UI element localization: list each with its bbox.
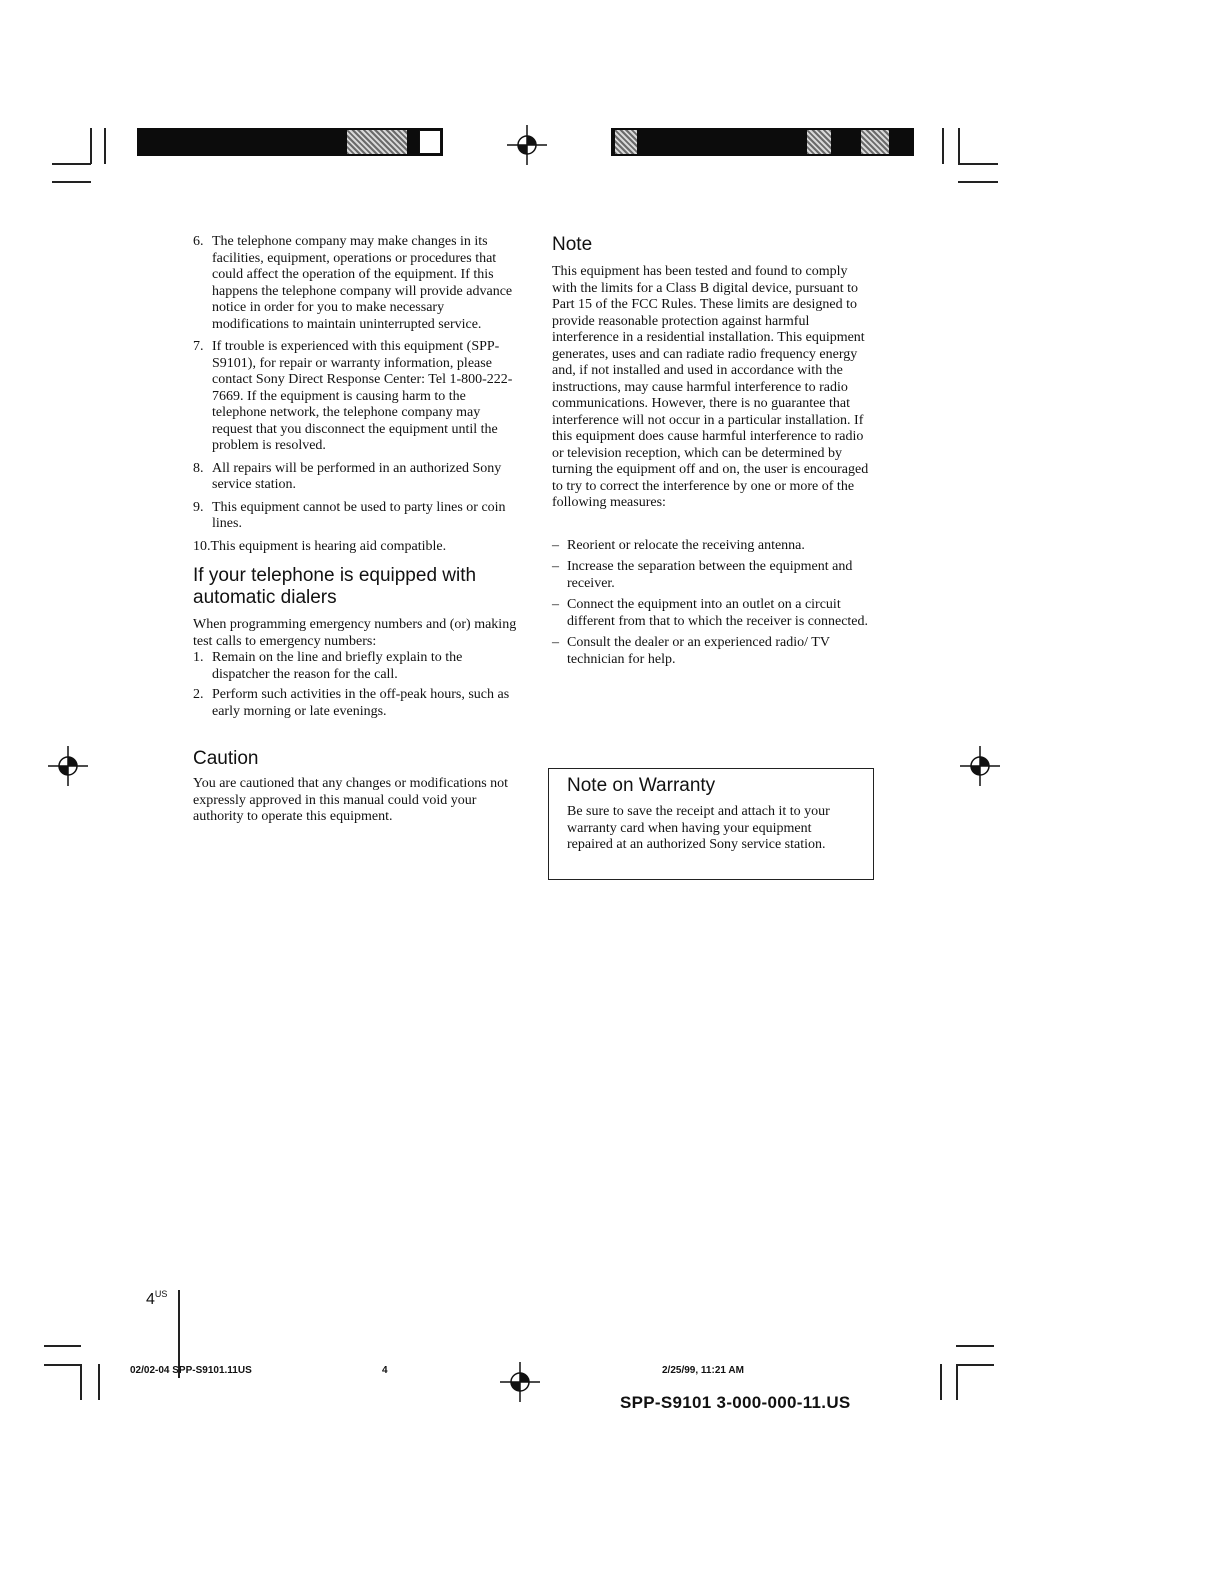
crop-mark [956, 1345, 994, 1347]
right-column [552, 234, 874, 673]
list-item: 1. Remain on the line and briefly explain to the dispatcher the reason for the call. [193, 650, 463, 682]
left-column [193, 234, 523, 826]
color-bar-right [611, 128, 914, 156]
registration-mark [48, 746, 88, 786]
page-number: $4^{US}$ [146, 1289, 168, 1308]
list-item: – Increase the separation between the equipment and receiver. [552, 559, 853, 591]
warranty-heading: Note on Warranty [567, 775, 716, 796]
crop-mark [958, 128, 960, 164]
note-text: This equipment has been tested and found to comply with the limits for a Class B digital device, pursuant to Part 15 of the FCC Rules. These limits are designed to provide reasonable protection against harmful interference in a residential installation. This equipment generates, uses and can radiate radio frequency energy and, if not installed and used in accordance with the instructions, may cause harmful interference to radio communications. However, there is no guarantee that interference will not occur in a particular installation. If this equipment does cause harmful interference to radio or television reception, which can be determined by turning the equipment off and on, the user is encouraged to try to correct the interference by one or more of the following measures: [552, 264, 869, 510]
crop-mark [44, 1345, 81, 1347]
list-item: 2. Perform such activities in the off-peak hours, such as early morning or late evenings. [193, 687, 510, 719]
registration-mark [507, 125, 547, 165]
regulation-list [193, 234, 523, 555]
list-item: – Consult the dealer or an experienced radio/ TV technician for help. [552, 635, 830, 667]
crop-mark [942, 128, 944, 164]
crop-mark [52, 163, 91, 165]
crop-mark [80, 1364, 82, 1400]
crop-mark [956, 1364, 958, 1400]
crop-mark [958, 163, 998, 165]
measures-list [552, 538, 874, 669]
list-item: – Reorient or relocate the receiving antenna. [552, 537, 805, 553]
registration-mark [500, 1362, 540, 1402]
list-item: 10.This equipment is hearing aid compatible. [193, 538, 447, 554]
list-item: 8. All repairs will be performed in an authorized Sony service station. [193, 460, 502, 492]
crop-mark [940, 1364, 942, 1400]
dialers-intro: When programming emergency numbers and (or) making test calls to emergency numbers: [193, 617, 517, 649]
sheet-number: 4 [382, 1365, 388, 1376]
file-label: 02/02-04 SPP-S9101.11US [130, 1365, 252, 1376]
dialers-steps [193, 650, 523, 720]
color-bar-left [137, 128, 443, 156]
warranty-text: Be sure to save the receipt and attach it to your warranty card when having your equipment repaired at an authorized Sony service station. [567, 804, 830, 852]
list-item: – Connect the equipment into an outlet on a circuit different from that to which the receiver is connected. [552, 597, 869, 629]
list-item: 6. The telephone company may make changes in its facilities, equipment, operations or procedures that could affect the operation of the equipment. If this happens the telephone company will provide advance notice in order for you to make necessary modifications to maintain uninterrupted service. [193, 234, 513, 332]
crop-mark [958, 181, 998, 183]
registration-mark [960, 746, 1000, 786]
dialers-heading: If your telephone is equipped with automatic dialers [193, 565, 477, 608]
list-item: 7. If trouble is experienced with this equipment (SPP-S9101), for repair or warranty information, please contact Sony Direct Response Center: Tel 1-800-222-7669. If the equipment is causing harm to the telephone network, the telephone company may request that you disconnect the equipment until the problem is resolved. [193, 339, 513, 453]
caution-text: You are cautioned that any changes or modifications not expressly approved in this manual could void your authority to operate this equipment. [193, 776, 509, 824]
crop-mark [52, 181, 91, 183]
model-code: SPP-S9101 3-000-000-11.US [620, 1393, 851, 1412]
note-heading: Note [552, 234, 593, 255]
warranty-box [548, 768, 874, 880]
list-item: 9. This equipment cannot be used to party lines or coin lines. [193, 499, 506, 531]
crop-mark [104, 128, 106, 164]
crop-mark [90, 128, 92, 164]
crop-mark [98, 1364, 100, 1400]
crop-mark [44, 1364, 81, 1366]
caution-heading: Caution [193, 748, 259, 769]
crop-mark [956, 1364, 994, 1366]
print-datetime: 2/25/99, 11:21 AM [662, 1365, 744, 1376]
